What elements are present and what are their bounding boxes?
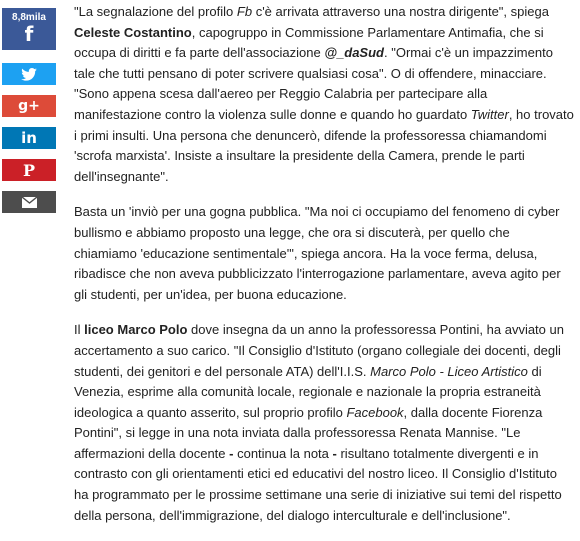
- person-name: Celeste Costantino: [74, 24, 192, 40]
- email-share-button[interactable]: [2, 191, 56, 213]
- pinterest-share-button[interactable]: [2, 159, 56, 181]
- google-plus-icon: g+: [18, 98, 40, 114]
- article-paragraph-2: Basta un 'inviò per una gogna pubblica. "Ma noi ci occupiamo del fenomeno di cyber bullismo e abbiamo proposto una legge, che ora si discuterà, per quello che chiamiamo 'educazione sentimentale'", spiega ancora. Ha la voce ferma, delusa, ribadisce che non aveva pubblicizzato l'interrogazione parlamentare, aveva agito per gli studenti, per un'idea, per buona educazione.: [74, 204, 561, 302]
- facebook-mention: Facebook: [346, 404, 404, 420]
- article-body: [74, 0, 574, 541]
- article-paragraph-1: "La segnalazione del profilo Fb c'è arrivata attraverso una nostra dirigente", spiega Celeste Costantino, capogruppo in Commissione Parlamentare Antimafia, che si occupa di diritti e fa parte dell'associazione @_daSud. "Ormai c'è un impazzimento tale che tutti pensano di poter scrivere qualsiasi cosa". O di offendere, minacciare. "Sono appena scesa dall'aereo per Reggio Calabria per partecipare alla manifestazione contro la violenza sulle donne e quando ho guardato Twitter, ho trovato i primi insulti. Una persona che denuncerò, difende la professoressa chiamandomi 'scrofa marxista'. Insiste a insultare la presidente della Camera, prende le parti dell'insegnante".: [74, 4, 574, 184]
- article-paragraph-3: Il liceo Marco Polo dove insegna da un anno la professoressa Pontini, ha avviato un accertamento a suo carico. "Il Consiglio d'Istituto (organo collegiale dei docenti, degli studenti, dei genitori e del personale ATA) dell'I.I.S. Marco Polo - Liceo Artistico di Venezia, esprime alla comunità locale, regionale e nazionale la propria estraneità ideologica a quanto asserito, sul proprio profilo Facebook, dalla docente Fiorenza Pontini", si legge in una nota inviata dalla professoressa Renata Mannise. "Le affermazioni della docente - continua la nota - risultano totalmente divergenti e in contrasto con gli orientamenti etici ed educativi del nostro liceo. Il Consiglio d'Istituto ha programmato per le prossime settimane una serie di iniziative sui temi del rispetto della persona, dell'immigrazione, del dialogo interculturale e dell'inclusione".: [74, 322, 564, 523]
- twitter-mention: Twitter: [470, 106, 509, 122]
- school-full-name: Marco Polo - Liceo Artistico: [370, 363, 528, 379]
- pinterest-icon: P: [22, 160, 36, 180]
- linkedin-icon: in: [21, 129, 37, 147]
- facebook-share-button[interactable]: [2, 8, 56, 50]
- twitter-share-button[interactable]: [2, 63, 56, 85]
- school-name: liceo Marco Polo: [84, 322, 188, 338]
- facebook-icon: f: [24, 22, 34, 46]
- association-handle: @_daSud: [324, 45, 384, 61]
- twitter-icon: [21, 68, 37, 81]
- facebook-share-count: 8,8mila: [12, 12, 46, 23]
- google-plus-share-button[interactable]: [2, 95, 56, 117]
- social-share-bar: [2, 8, 56, 223]
- linkedin-share-button[interactable]: [2, 127, 56, 149]
- email-icon: [22, 197, 37, 208]
- fb-mention: Fb: [236, 4, 253, 19]
